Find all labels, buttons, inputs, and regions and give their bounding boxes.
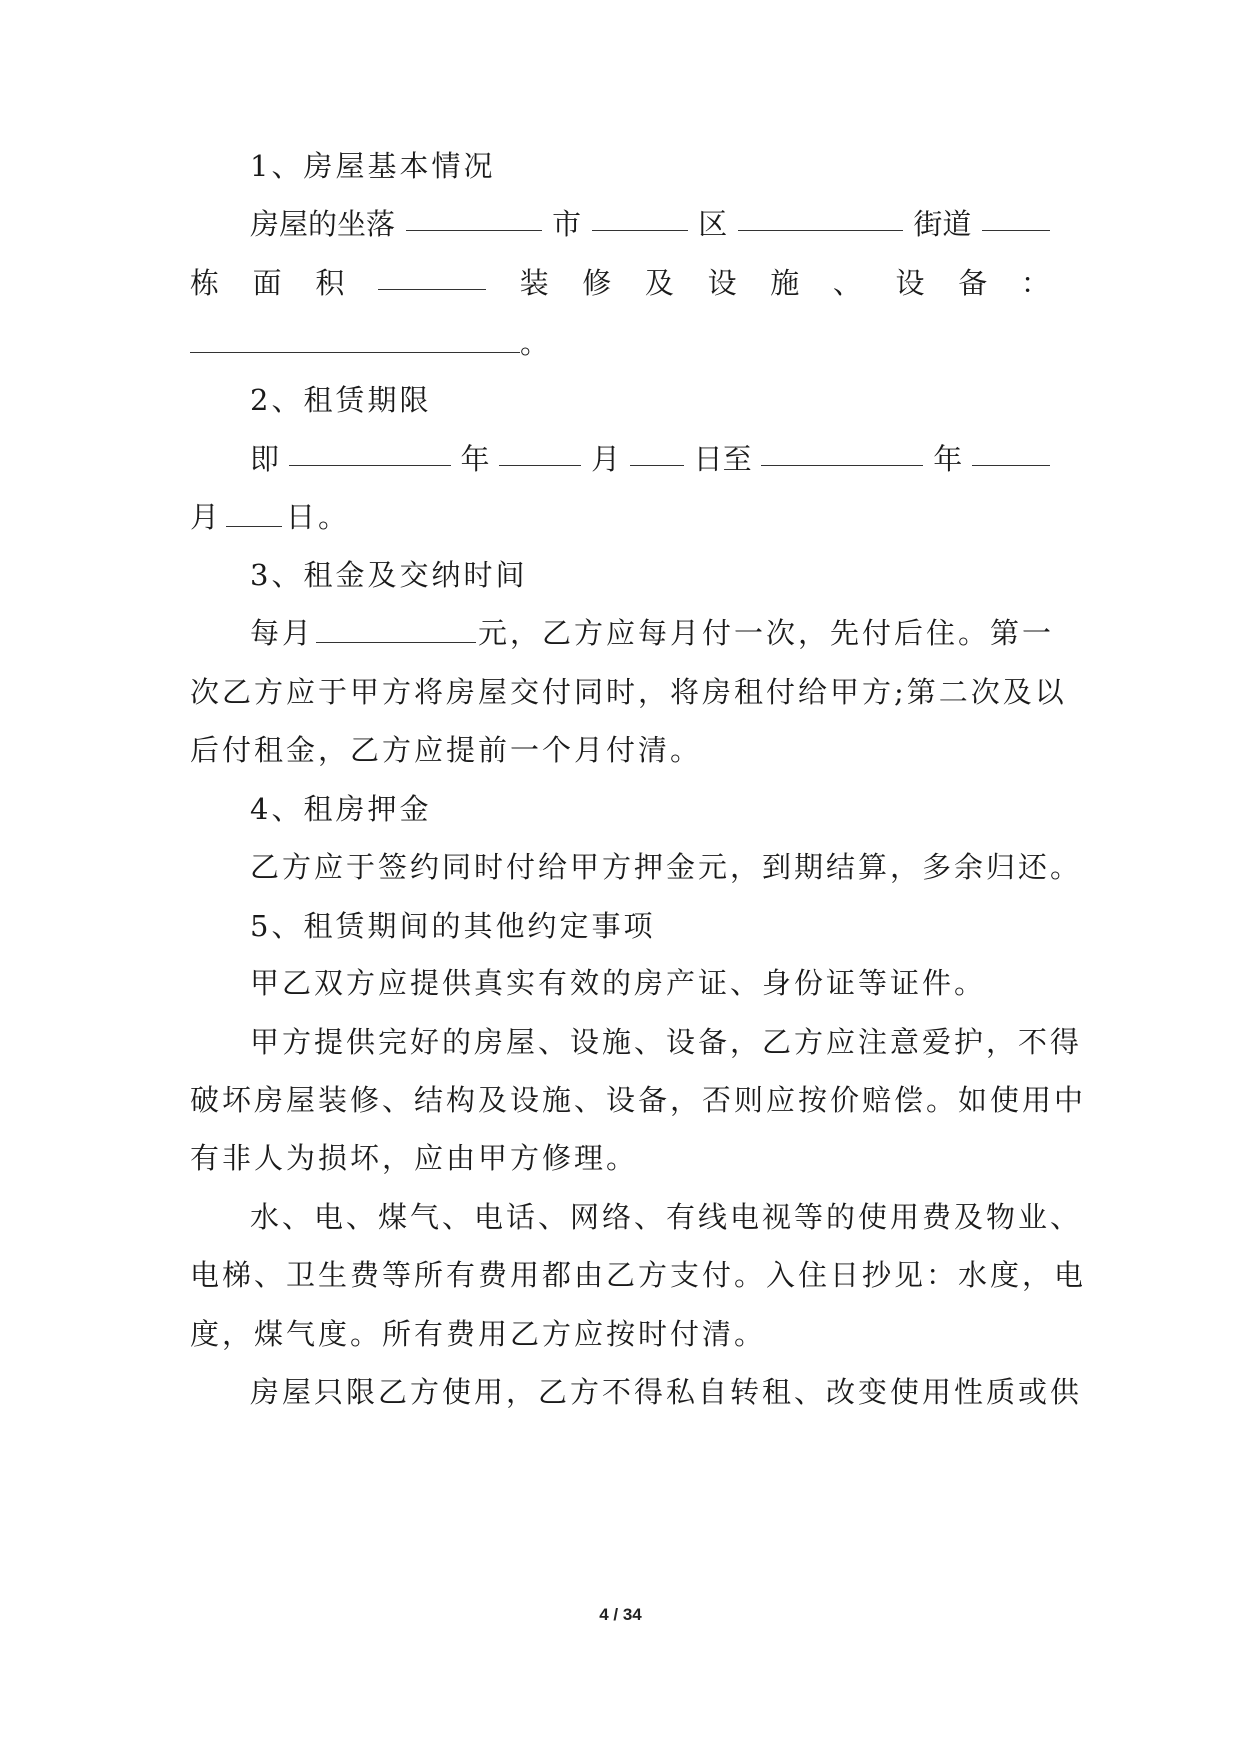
district-label: 区 — [698, 207, 728, 241]
other-terms-line-2: 甲方提供完好的房屋、设施、设备，乙方应注意爱护，不得 — [250, 1025, 1083, 1059]
area-char: 设 — [707, 266, 737, 300]
area-char: 积 — [315, 266, 345, 300]
area-char: 、 — [832, 266, 862, 300]
day-label: 日。 — [286, 500, 351, 534]
term-line-2 — [190, 497, 1050, 537]
facilities-line — [190, 323, 1050, 363]
section-5-heading: 5、租赁期间的其他约定事项 — [250, 909, 656, 943]
area-blank — [378, 263, 486, 290]
other-terms-line-4: 有非人为损坏，应由甲方修理。 — [190, 1141, 639, 1175]
other-terms-line-8: 房屋只限乙方使用，乙方不得私自转租、改变使用性质或供 — [250, 1375, 1083, 1409]
start-year-blank — [289, 439, 451, 466]
area-char: 及 — [644, 266, 674, 300]
day-to-label: 日至 — [693, 442, 752, 476]
rent-blank — [316, 616, 476, 643]
other-terms-line-6: 电梯、卫生费等所有费用都由乙方支付。入住日抄见：水度，电 — [190, 1258, 1087, 1292]
start-month-blank — [499, 439, 581, 466]
area-char: 备 — [958, 266, 988, 300]
area-char: 面 — [252, 266, 282, 300]
rent-monthly-label: 每月 — [250, 616, 315, 650]
location-blank — [406, 204, 542, 231]
other-terms-line-7: 度，煤气度。所有费用乙方应按时付清。 — [190, 1317, 767, 1351]
rent-line-1 — [250, 613, 1055, 653]
year-label: 年 — [933, 442, 963, 476]
facilities-blank — [190, 326, 520, 353]
location-label: 房屋的坐落 — [250, 207, 396, 241]
end-month-blank — [972, 439, 1050, 466]
start-day-blank — [630, 439, 684, 466]
term-line — [250, 439, 1050, 479]
location-line — [250, 204, 1050, 244]
street-label: 街道 — [913, 207, 972, 241]
section-4-heading: 4、租房押金 — [250, 792, 432, 826]
year-label: 年 — [460, 442, 490, 476]
area-char: 设 — [895, 266, 925, 300]
city-label: 市 — [552, 207, 582, 241]
rent-text: 元，乙方应每月付一次，先付后住。第一 — [478, 616, 1055, 650]
area-char: 栋 — [190, 266, 220, 300]
month-label: 月 — [591, 442, 621, 476]
deposit-line: 乙方应于签约同时付给甲方押金元，到期结算，多余归还。 — [250, 850, 1083, 884]
area-char: 装 — [519, 266, 549, 300]
end-day-blank — [226, 500, 282, 527]
other-terms-line-5: 水、电、煤气、电话、网络、有线电视等的使用费及物业、 — [250, 1200, 1083, 1234]
page-number: 4 / 34 — [599, 1605, 642, 1624]
other-terms-line-1: 甲乙双方应提供真实有效的房产证、身份证等证件。 — [250, 966, 987, 1000]
area-char: 施 — [770, 266, 800, 300]
section-1-heading: 1、房屋基本情况 — [250, 149, 496, 183]
street-blank — [982, 204, 1050, 231]
term-start-label: 即 — [250, 442, 280, 476]
area-line — [190, 263, 1050, 303]
city-blank — [592, 204, 688, 231]
facilities-end: 。 — [520, 326, 553, 360]
section-2-heading: 2、租赁期限 — [250, 383, 432, 417]
area-char: 修 — [582, 266, 612, 300]
other-terms-line-3: 破坏房屋装修、结构及设施、设备，否则应按价赔偿。如使用中 — [190, 1083, 1087, 1117]
rent-line-2: 次乙方应于甲方将房屋交付同时，将房租付给甲方;第二次及以 — [190, 675, 1067, 709]
district-blank — [738, 204, 903, 231]
section-3-heading: 3、租金及交纳时间 — [250, 558, 528, 592]
area-char: ： — [1020, 266, 1050, 300]
end-year-blank — [761, 439, 923, 466]
rent-line-3: 后付租金，乙方应提前一个月付清。 — [190, 733, 703, 767]
month-label: 月 — [190, 500, 223, 534]
